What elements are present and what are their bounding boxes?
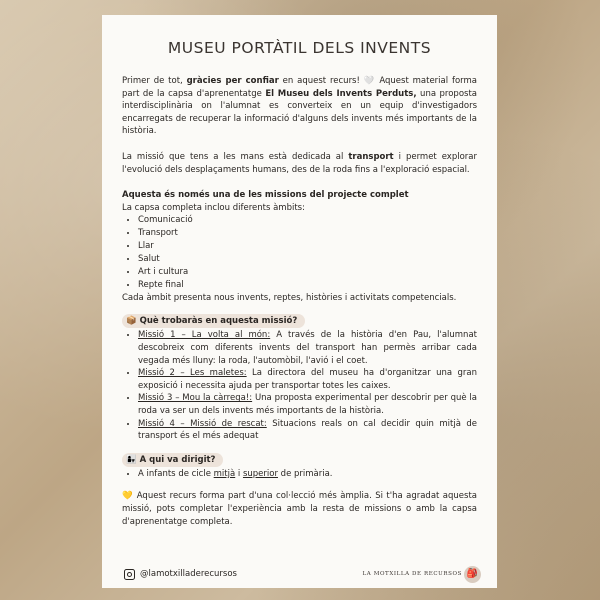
people-icon: 👩‍👧 (126, 454, 137, 465)
project-outro: Cada àmbit presenta nous invents, reptes, històries i activitats competencials. (122, 292, 457, 303)
list-item: • Missió 3 – Mou la càrrega!: Una proposta experimental per descobrir per què la roda va ser un dels invents més importants de la història. (138, 392, 477, 417)
heart-icon: 🤍 (363, 76, 376, 86)
list-item: • Transport (138, 227, 477, 240)
project-list (122, 214, 477, 291)
list-item: • Missió 1 – La volta al món: A través de la història d'en Pau, l'alumnat descobreix com diferents invents del transport han permès arribar cada vegada més lluny: la roda, l'automòbil, l'avió i el coet. (138, 329, 477, 367)
backpack-icon: 🎒 (464, 566, 481, 583)
list-item: • Missió 2 – Les maletes: La directora del museu ha d'organitzar una gran exposició i necessita ajuda per transportar totes les caixes. (138, 367, 477, 392)
list-item: • Llar (138, 240, 477, 253)
list-item: • Art i cultura (138, 266, 477, 279)
intro-paragraph: Primer de tot, gràcies per confiar en aquest recurs! 🤍 Aquest material forma part de la capsa d'aprenentatge El Museu dels Invents Perduts, una proposta interdisciplinària on l'alumnat es converteix en un equip d'investigadors encarregats de recuperar la informació d'alguns dels invents més importants de la història. (122, 76, 477, 137)
who-heading: A qui va dirigit? (139, 454, 216, 465)
mission-paragraph: La missió que tens a les mans està dedicada al transport i permet explorar l'evolució dels desplaçaments humans, des de la roda fins a l'exploració espacial. (122, 151, 477, 175)
who-heading-badge (122, 453, 223, 467)
instagram-icon (124, 569, 135, 580)
instagram-handle[interactable]: @lamotxilladerecursos (124, 569, 237, 580)
list-item: • Salut (138, 253, 477, 266)
collection-note: 💛 Aquest recurs forma part d'una col·lecció més àmplia. Si t'ha agradat aquesta missió, pots completar l'experiència amb la resta de missions o amb la capsa d'aprenentatge completa. (122, 491, 477, 527)
box-icon: 📦 (126, 316, 137, 327)
what-section (122, 304, 477, 442)
list-item: • Missió 4 – Missió de rescat: Situacions reals on cal decidir quin mitjà de transport és el més adequat (138, 418, 477, 443)
brand-logo (363, 566, 481, 583)
list-item: • A infants de cicle mitjà i superior de primària. (138, 468, 477, 481)
audience-list (122, 468, 477, 481)
yellow-heart-icon: 💛 (122, 491, 134, 502)
what-heading: Què trobaràs en aquesta missió? (139, 316, 298, 327)
who-section (122, 443, 477, 481)
mission-list (122, 329, 477, 442)
list-item: • Repte final (138, 279, 477, 292)
project-heading: Aquesta és només una de les missions del projecte complet (122, 190, 409, 201)
document-page (102, 15, 497, 588)
project-intro: La capsa completa inclou diferents àmbits: (122, 202, 305, 213)
what-heading-badge (122, 314, 305, 328)
brand-name: LA MOTXILLA DE RECURSOS (362, 571, 462, 577)
document-title: MUSEU PORTÀTIL DELS INVENTS (167, 39, 432, 57)
list-item: • Comunicació (138, 214, 477, 227)
footer (124, 564, 481, 584)
project-section (122, 189, 477, 304)
